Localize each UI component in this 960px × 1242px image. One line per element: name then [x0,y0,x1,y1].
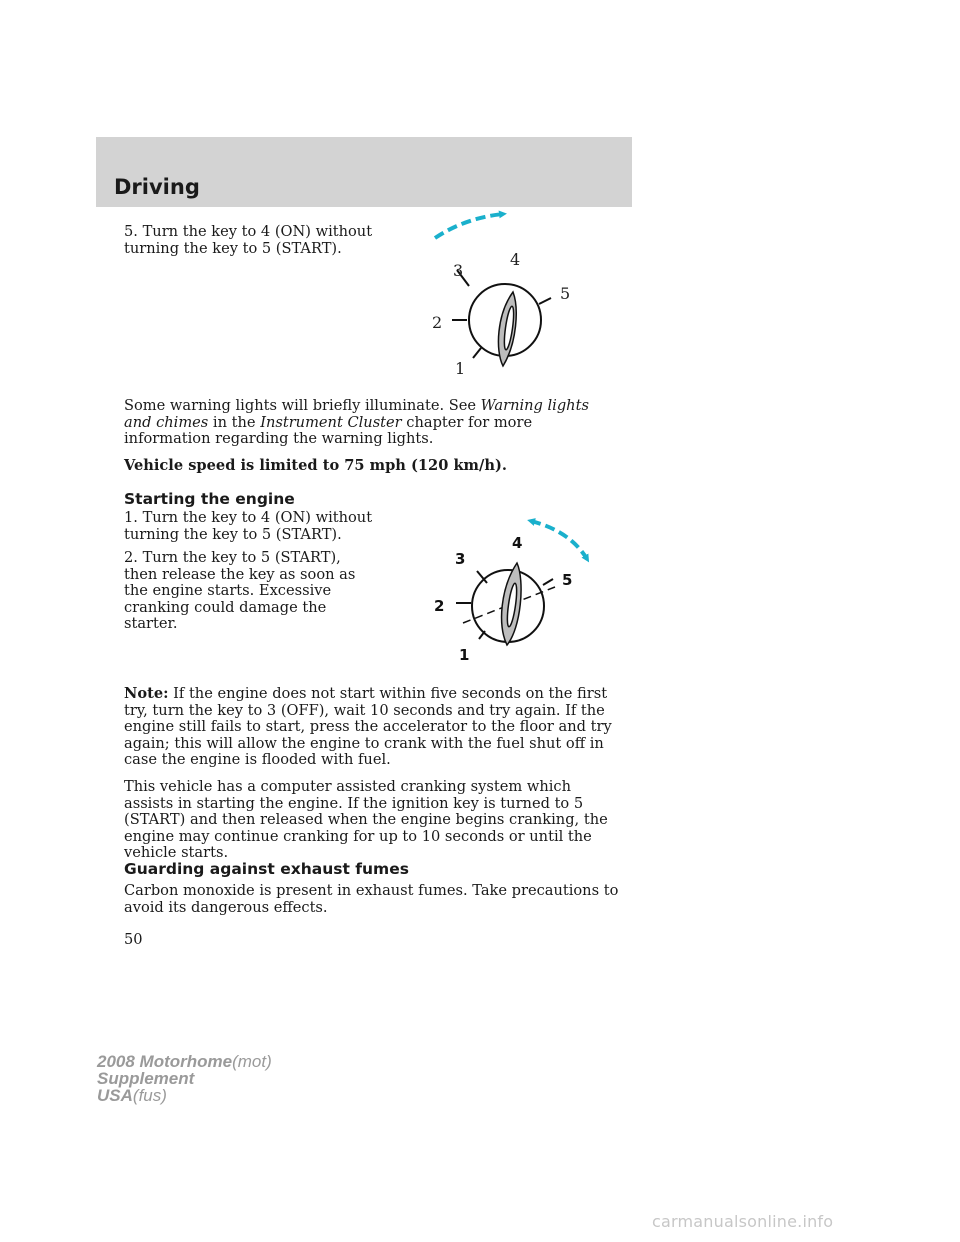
position-label-5: 5 [562,571,573,589]
exhaust-paragraph: Carbon monoxide is present in exhaust fumes. Take precautions to avoid its dangerous effects. [124,882,619,916]
starting-step-2: 2. Turn the key to 5 (START), then release the key as soon as the engine starts. Excessive cranking could damage the starter. [124,549,356,632]
position-label-3: 3 [455,550,466,568]
page-number: 50 [124,931,143,948]
position-label-5: 5 [560,284,571,303]
warning-lights-reference: Warning lights and chimes [124,397,589,431]
position-label-1: 1 [459,646,470,664]
position-label-2: 2 [432,313,443,332]
position-label-2: 2 [434,597,445,615]
ignition-figure-1 [415,208,605,378]
note-paragraph: Note: If the engine does not start within five seconds on the first try, turn the key to 3 (OFF), wait 10 seconds and try again. If the engine still fails to start, press the accelerator to the floor and try again; this will allow the engine to crank with the fuel shut off in case the engine is flooded with fuel. [124,685,612,768]
starting-step-1: 1. Turn the key to 4 (ON) without turning the key to 5 (START). [124,509,373,543]
speed-limit-notice: Vehicle speed is limited to 75 mph (120 km/h). [124,457,507,474]
rotation-arrow-icon [435,214,503,238]
cranking-system-paragraph: This vehicle has a computer assisted cranking system which assists in starting the engine. If the ignition key is turned to 5 (START) and then released when the engine begins cranking, the engine may continue cranking for up to 10 seconds or until the vehicle starts. [124,778,608,861]
section-title: Driving [114,175,200,199]
site-watermark: carmanualsonline.info [652,1212,834,1231]
instrument-cluster-reference: Instrument Cluster [260,413,402,431]
exhaust-heading: Guarding against exhaust fumes [124,860,409,878]
position-label-4: 4 [510,250,521,269]
position-label-3: 3 [453,261,464,280]
step-5-text: 5. Turn the key to 4 (ON) without turning the key to 5 (START). [124,223,373,257]
note-label: Note: [124,685,169,702]
section-header [96,137,632,207]
document-footer: 2008 Motorhome(mot) Supplement USA(fus) [97,1052,272,1105]
position-label-4: 4 [512,534,523,552]
position-label-1: 1 [455,359,466,378]
cranking-arrow-icon [531,521,587,559]
ignition-figure-2 [415,503,605,673]
warning-lights-paragraph: Some warning lights will briefly illuminate. See Warning lights and chimes in the Instrument Cluster chapter for more information regarding the warning lights. [124,397,589,447]
starting-engine-heading: Starting the engine [124,490,295,508]
